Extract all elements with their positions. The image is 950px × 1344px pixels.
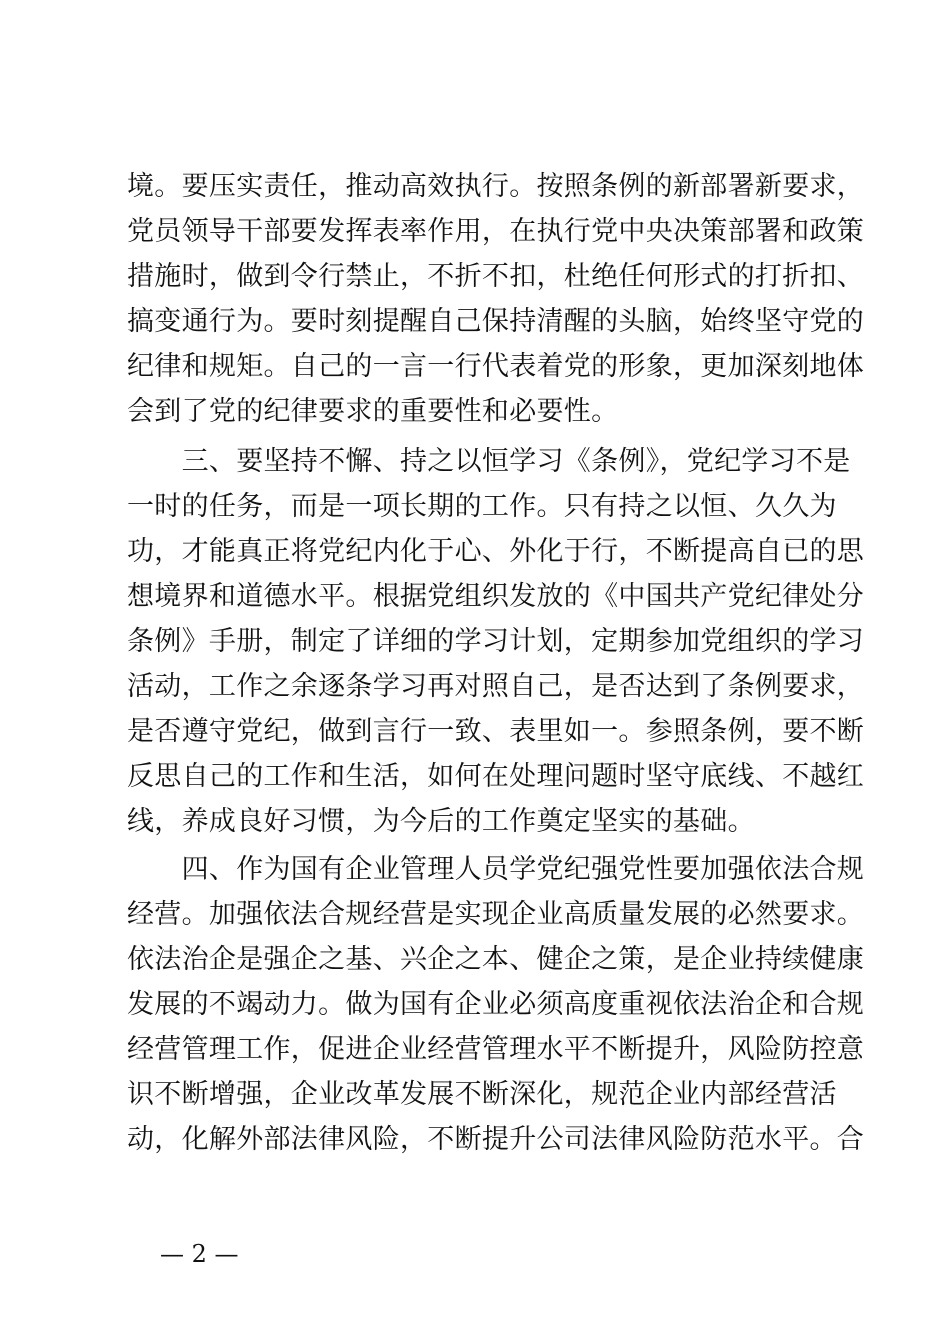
body-line-15: 线，养成良好习惯，为今后的工作奠定坚实的基础。 [127,806,755,837]
body-line-5: 纪律和规矩。自己的一言一行代表着党的形象，更加深刻地体 [127,351,865,382]
body-line-20: 经营管理工作，促进企业经营管理水平不断提升，风险防控意 [127,1034,865,1065]
body-line-7: 三、要坚持不懈、持之以恒学习《条例》，党纪学习不是 [127,446,851,477]
body-line-17: 经营。加强依法合规经营是实现企业高质量发展的必然要求。 [127,899,865,930]
body-line-4: 搞变通行为。要时刻提醒自己保持清醒的头脑，始终坚守党的 [127,306,865,337]
body-line-1: 境。要压实责任，推动高效执行。按照条例的新部署新要求， [127,171,865,202]
body-line-6: 会到了党的纪律要求的重要性和必要性。 [127,396,619,427]
body-line-19: 发展的不竭动力。做为国有企业必须高度重视依法治企和合规 [127,989,865,1020]
body-line-8: 一时的任务，而是一项长期的工作。只有持之以恒、久久为 [127,491,837,522]
body-line-11: 条例》手册，制定了详细的学习计划，定期参加党组织的学习 [127,626,865,657]
body-line-2: 党员领导干部要发挥表率作用，在执行党中央决策部署和政策 [127,216,865,247]
body-line-18: 依法治企是强企之基、兴企之本、健企之策，是企业持续健康 [127,944,865,975]
body-line-3: 措施时，做到令行禁止，不折不扣，杜绝任何形式的打折扣、 [127,261,865,292]
body-line-13: 是否遵守党纪，做到言行一致、表里如一。参照条例，要不断 [127,716,865,747]
body-line-9: 功，才能真正将党纪内化于心、外化于行，不断提高自已的思 [127,536,865,567]
body-line-10: 想境界和道德水平。根据党组织发放的《中国共产党纪律处分 [127,581,865,612]
body-line-14: 反思自己的工作和生活，如何在处理问题时坚守底线、不越红 [127,761,865,792]
body-line-16: 四、作为国有企业管理人员学党纪强党性要加强依法合规 [127,854,865,885]
body-line-12: 活动，工作之余逐条学习再对照自己，是否达到了条例要求， [127,671,865,702]
body-line-21: 识不断增强，企业改革发展不断深化，规范企业内部经营活 [127,1079,837,1110]
page-number: — 2 — [160,1240,239,1268]
body-line-22: 动，化解外部法律风险，不断提升公司法律风险防范水平。合 [127,1124,865,1155]
